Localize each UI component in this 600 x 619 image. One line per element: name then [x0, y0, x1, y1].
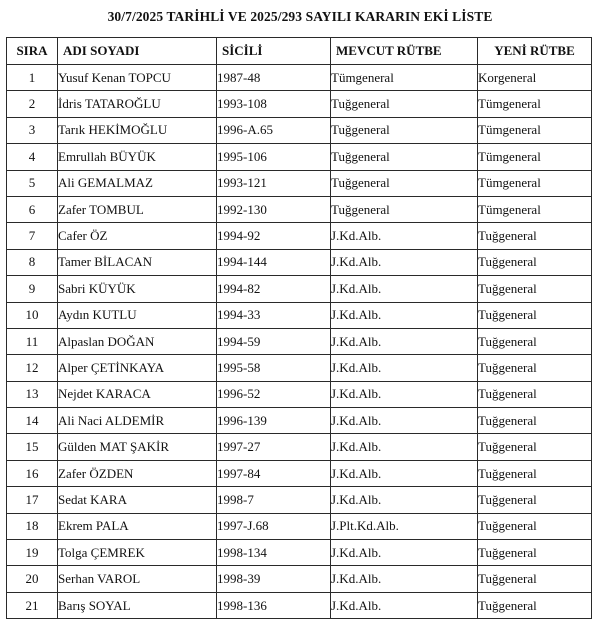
cell-yeni-rutbe: Tuğgeneral: [478, 355, 592, 381]
cell-sicili: 1998-134: [217, 540, 331, 566]
cell-sicili: 1994-144: [217, 249, 331, 275]
cell-adi-soyadi: Gülden MAT ŞAKİR: [58, 434, 217, 460]
cell-adi-soyadi: Tolga ÇEMREK: [58, 540, 217, 566]
table-row: [7, 302, 592, 328]
cell-mevcut-rutbe: Tuğgeneral: [331, 144, 478, 170]
cell-yeni-rutbe: Tümgeneral: [478, 196, 592, 222]
cell-sicili: 1996-52: [217, 381, 331, 407]
header-sicili: SİCİLİ: [217, 38, 331, 65]
cell-mevcut-rutbe: J.Kd.Alb.: [331, 355, 478, 381]
cell-yeni-rutbe: Tümgeneral: [478, 170, 592, 196]
cell-sira: 10: [7, 302, 58, 328]
table-row: [7, 223, 592, 249]
cell-yeni-rutbe: Tuğgeneral: [478, 276, 592, 302]
cell-yeni-rutbe: Tuğgeneral: [478, 328, 592, 354]
cell-adi-soyadi: Ali Naci ALDEMİR: [58, 408, 217, 434]
cell-yeni-rutbe: Tuğgeneral: [478, 381, 592, 407]
cell-sicili: 1994-33: [217, 302, 331, 328]
cell-mevcut-rutbe: J.Kd.Alb.: [331, 566, 478, 592]
cell-yeni-rutbe: Tuğgeneral: [478, 249, 592, 275]
cell-adi-soyadi: Sedat KARA: [58, 487, 217, 513]
cell-yeni-rutbe: Tümgeneral: [478, 144, 592, 170]
cell-yeni-rutbe: Tuğgeneral: [478, 408, 592, 434]
cell-sicili: 1994-92: [217, 223, 331, 249]
cell-sira: 21: [7, 592, 58, 618]
cell-adi-soyadi: Sabri KÜYÜK: [58, 276, 217, 302]
header-yeni-rutbe: YENİ RÜTBE: [478, 38, 592, 65]
cell-sicili: 1995-106: [217, 144, 331, 170]
cell-sira: 4: [7, 144, 58, 170]
cell-sira: 9: [7, 276, 58, 302]
cell-sicili: 1998-39: [217, 566, 331, 592]
cell-sicili: 1996-A.65: [217, 117, 331, 143]
cell-sicili: 1993-121: [217, 170, 331, 196]
cell-sira: 16: [7, 460, 58, 486]
cell-yeni-rutbe: Tümgeneral: [478, 91, 592, 117]
table-row: [7, 144, 592, 170]
cell-sira: 13: [7, 381, 58, 407]
cell-mevcut-rutbe: J.Kd.Alb.: [331, 249, 478, 275]
cell-sicili: 1997-27: [217, 434, 331, 460]
cell-adi-soyadi: Zafer ÖZDEN: [58, 460, 217, 486]
promotion-list-table: [6, 37, 592, 619]
table-row: [7, 487, 592, 513]
cell-yeni-rutbe: Tuğgeneral: [478, 592, 592, 618]
table-row: [7, 513, 592, 539]
header-sira: SIRA: [7, 38, 58, 65]
table-row: [7, 355, 592, 381]
cell-sira: 8: [7, 249, 58, 275]
cell-yeni-rutbe: Tuğgeneral: [478, 487, 592, 513]
cell-mevcut-rutbe: Tümgeneral: [331, 65, 478, 91]
cell-adi-soyadi: Tamer BİLACAN: [58, 249, 217, 275]
cell-sira: 20: [7, 566, 58, 592]
cell-adi-soyadi: Alper ÇETİNKAYA: [58, 355, 217, 381]
table-row: [7, 592, 592, 618]
cell-mevcut-rutbe: J.Kd.Alb.: [331, 434, 478, 460]
cell-mevcut-rutbe: J.Kd.Alb.: [331, 487, 478, 513]
cell-sicili: 1987-48: [217, 65, 331, 91]
cell-sira: 14: [7, 408, 58, 434]
cell-yeni-rutbe: Tuğgeneral: [478, 434, 592, 460]
table-row: [7, 170, 592, 196]
table-row: [7, 65, 592, 91]
cell-sicili: 1994-59: [217, 328, 331, 354]
cell-mevcut-rutbe: J.Kd.Alb.: [331, 408, 478, 434]
cell-sira: 15: [7, 434, 58, 460]
cell-sicili: 1997-84: [217, 460, 331, 486]
cell-yeni-rutbe: Tuğgeneral: [478, 566, 592, 592]
cell-mevcut-rutbe: J.Kd.Alb.: [331, 460, 478, 486]
table-body: [7, 65, 592, 619]
cell-sira: 18: [7, 513, 58, 539]
table-row: [7, 381, 592, 407]
table-row: [7, 566, 592, 592]
cell-adi-soyadi: Cafer ÖZ: [58, 223, 217, 249]
cell-adi-soyadi: Yusuf Kenan TOPCU: [58, 65, 217, 91]
cell-sira: 12: [7, 355, 58, 381]
cell-mevcut-rutbe: Tuğgeneral: [331, 91, 478, 117]
cell-mevcut-rutbe: J.Plt.Kd.Alb.: [331, 513, 478, 539]
cell-adi-soyadi: Ekrem PALA: [58, 513, 217, 539]
table-row: [7, 408, 592, 434]
cell-sicili: 1996-139: [217, 408, 331, 434]
cell-sicili: 1994-82: [217, 276, 331, 302]
cell-adi-soyadi: Barış SOYAL: [58, 592, 217, 618]
cell-yeni-rutbe: Tuğgeneral: [478, 302, 592, 328]
cell-sira: 19: [7, 540, 58, 566]
table-row: [7, 249, 592, 275]
cell-adi-soyadi: Aydın KUTLU: [58, 302, 217, 328]
document-title: 30/7/2025 TARİHLİ VE 2025/293 SAYILI KARARIN EKİ LİSTE: [107, 9, 493, 24]
cell-sicili: 1993-108: [217, 91, 331, 117]
cell-mevcut-rutbe: J.Kd.Alb.: [331, 223, 478, 249]
cell-mevcut-rutbe: J.Kd.Alb.: [331, 381, 478, 407]
cell-sira: 2: [7, 91, 58, 117]
cell-mevcut-rutbe: J.Kd.Alb.: [331, 540, 478, 566]
table-row: [7, 117, 592, 143]
cell-yeni-rutbe: Tuğgeneral: [478, 513, 592, 539]
cell-mevcut-rutbe: Tuğgeneral: [331, 196, 478, 222]
cell-sira: 1: [7, 65, 58, 91]
cell-mevcut-rutbe: J.Kd.Alb.: [331, 302, 478, 328]
cell-mevcut-rutbe: Tuğgeneral: [331, 170, 478, 196]
table-row: [7, 91, 592, 117]
table-row: [7, 328, 592, 354]
cell-sicili: 1997-J.68: [217, 513, 331, 539]
cell-sicili: 1998-7: [217, 487, 331, 513]
table-row: [7, 460, 592, 486]
cell-adi-soyadi: Ali GEMALMAZ: [58, 170, 217, 196]
cell-sira: 11: [7, 328, 58, 354]
cell-yeni-rutbe: Tuğgeneral: [478, 540, 592, 566]
cell-yeni-rutbe: Tümgeneral: [478, 117, 592, 143]
cell-mevcut-rutbe: J.Kd.Alb.: [331, 328, 478, 354]
table-row: [7, 434, 592, 460]
header-adi-soyadi: ADI SOYADI: [58, 38, 217, 65]
cell-sicili: 1992-130: [217, 196, 331, 222]
cell-sira: 7: [7, 223, 58, 249]
cell-mevcut-rutbe: J.Kd.Alb.: [331, 276, 478, 302]
cell-yeni-rutbe: Tuğgeneral: [478, 223, 592, 249]
cell-adi-soyadi: Emrullah BÜYÜK: [58, 144, 217, 170]
cell-sira: 3: [7, 117, 58, 143]
cell-sira: 5: [7, 170, 58, 196]
cell-sira: 17: [7, 487, 58, 513]
table-row: [7, 276, 592, 302]
cell-yeni-rutbe: Tuğgeneral: [478, 460, 592, 486]
table-header-row: [7, 38, 592, 65]
cell-sicili: 1998-136: [217, 592, 331, 618]
cell-adi-soyadi: Serhan VAROL: [58, 566, 217, 592]
cell-adi-soyadi: Alpaslan DOĞAN: [58, 328, 217, 354]
cell-adi-soyadi: Zafer TOMBUL: [58, 196, 217, 222]
cell-sira: 6: [7, 196, 58, 222]
cell-adi-soyadi: Tarık HEKİMOĞLU: [58, 117, 217, 143]
cell-mevcut-rutbe: J.Kd.Alb.: [331, 592, 478, 618]
table-row: [7, 540, 592, 566]
cell-adi-soyadi: Nejdet KARACA: [58, 381, 217, 407]
cell-yeni-rutbe: Korgeneral: [478, 65, 592, 91]
cell-adi-soyadi: İdris TATAROĞLU: [58, 91, 217, 117]
cell-sicili: 1995-58: [217, 355, 331, 381]
header-mevcut-rutbe: MEVCUT RÜTBE: [331, 38, 478, 65]
cell-mevcut-rutbe: Tuğgeneral: [331, 117, 478, 143]
table-row: [7, 196, 592, 222]
